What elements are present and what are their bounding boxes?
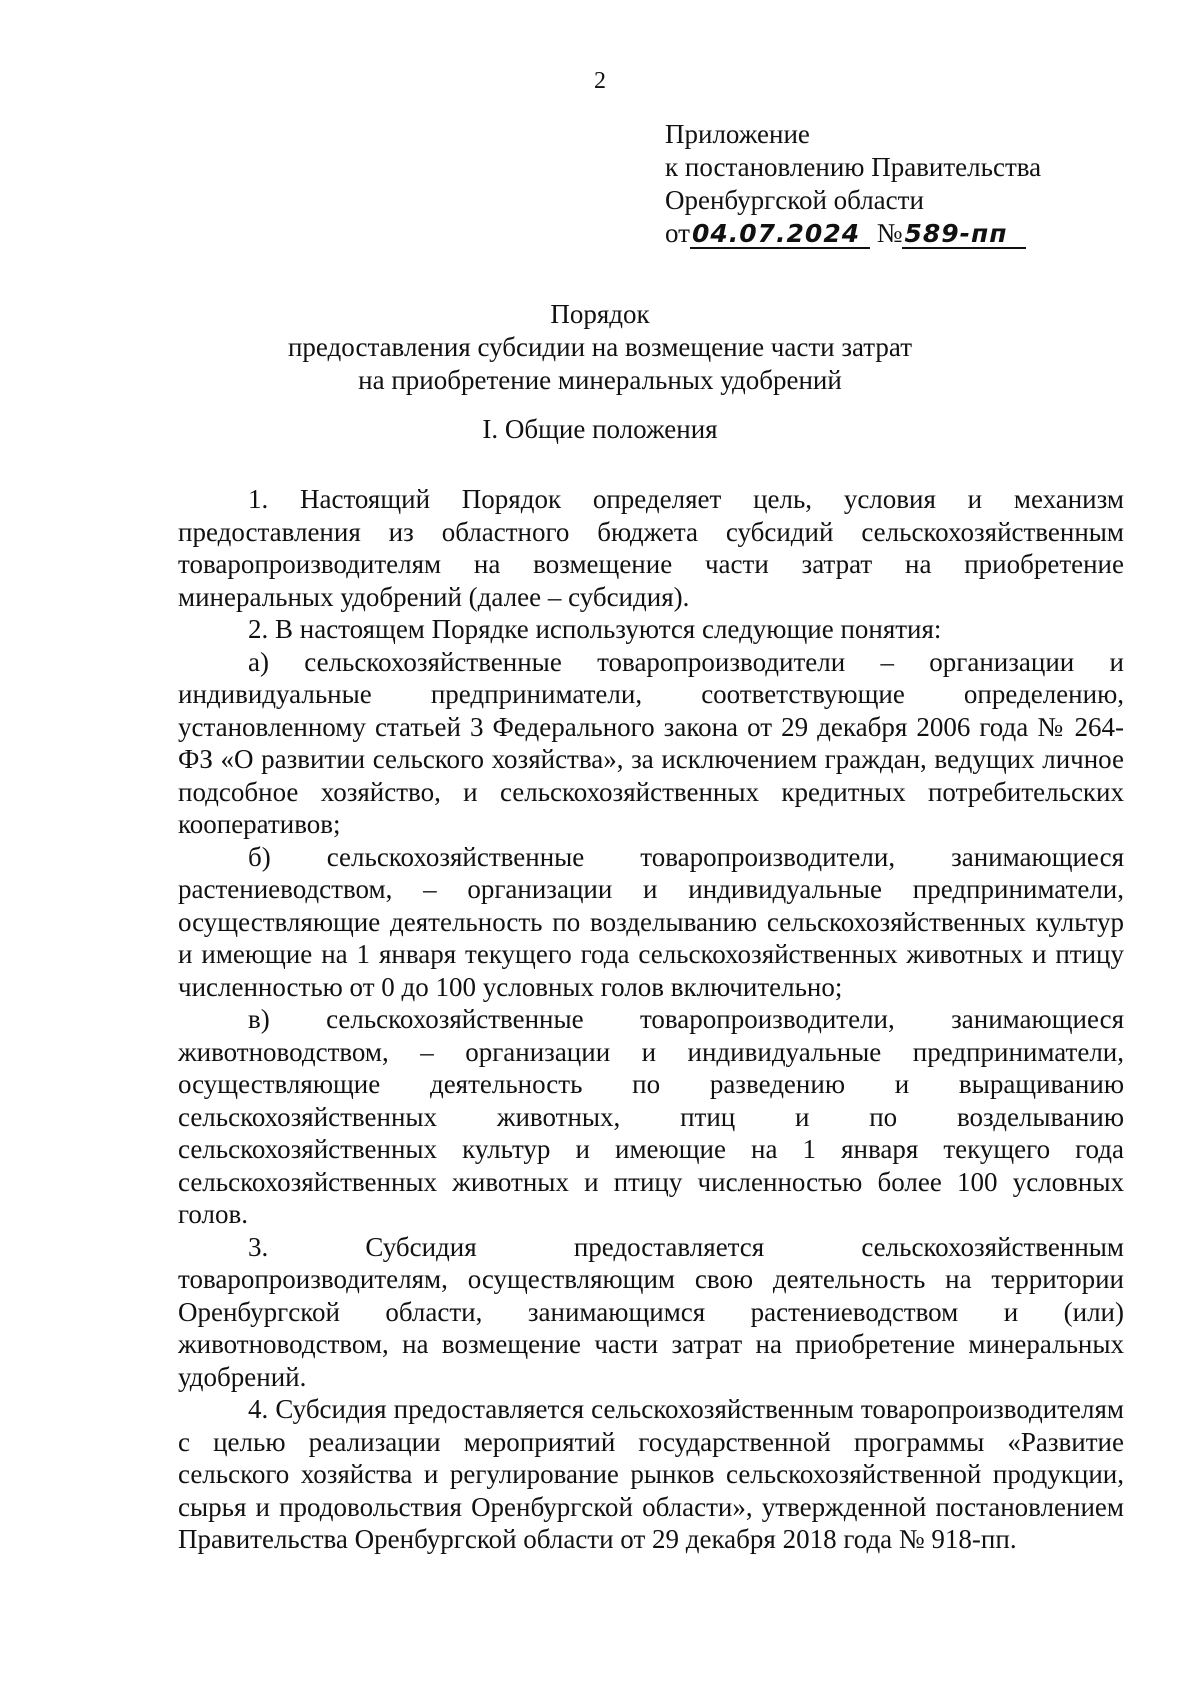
appendix-line-3: Оренбургской области (665, 185, 924, 215)
paragraph-2: 2. В настоящем Порядке используются следующие понятия: (248, 614, 942, 644)
appendix-block (665, 118, 1041, 250)
paragraph-1: 1. Настоящий Порядок определяет цель, условия и механизм предоставления из областного бюджета субсидий сельскохозяйственным товаропроизводителям на возмещение части затрат на приобретение минеральных удобрений (далее – субсидия). (178, 484, 1124, 612)
section-heading: I. Общие положения (482, 414, 718, 444)
title-line-1: Порядок (550, 299, 650, 329)
number-prefix: № (876, 218, 903, 248)
document-title (0, 298, 1200, 397)
date-prefix: от (665, 218, 690, 248)
document-body (178, 483, 1124, 1556)
appendix-date-line (665, 217, 1041, 250)
paragraph-2b: б) сельскохозяйственные товаропроизводители, занимающиеся растениеводством, – организации и индивидуальные предприниматели, осуществляющие деятельность по возделыванию сельскохозяйственных культур и имеющие на 1 января текущего года сельскохозяйственных животных и птицу численностью от 0 до 100 условных голов включительно; (178, 841, 1124, 1002)
paragraph-2a: а) сельскохозяйственные товаропроизводители – организации и индивидуальные предприниматели, соответствующие определению, установленному статьей 3 Федерального закона от 29 декабря 2006 года № 264-ФЗ «О развитии сельского хозяйства», за исключением граждан, ведущих личное подсобное хозяйство, и сельскохозяйственных кредитных потребительских кооперативов; (178, 646, 1124, 839)
paragraph-3: 3. Субсидия предоставляется сельскохозяйственным товаропроизводителям, осуществляющим свою деятельность на территории Оренбургской области, занимающимся растениеводством и (или) животноводством, на возмещение части затрат на приобретение минеральных удобрений. (178, 1231, 1124, 1392)
paragraph-4: 4. Субсидия предоставляется сельскохозяйственным товаропроизводителям с целью реализации мероприятий государственной программы «Развитие сельского хозяйства и регулирование рынков сельскохозяйственной продукции, сырья и продовольствия Оренбургской области», утвержденной постановлением Правительства Оренбургской области от 29 декабря 2018 года № 918-пп. (178, 1394, 1124, 1554)
appendix-line-2: к постановлению Правительства (665, 152, 1042, 182)
paragraph-2c: в) сельскохозяйственные товаропроизводители, занимающиеся животноводством, – организации и индивидуальные предприниматели, осуществляющие деятельность по разведению и выращиванию сельскохозяйственных животных, птиц и по возделыванию сельскохозяйственных культур и имеющие на 1 января текущего года сельскохозяйственных животных и птицу численностью более 100 условных голов. (178, 1004, 1124, 1229)
page-number: 2 (594, 68, 606, 94)
appendix-line-1: Приложение (665, 119, 810, 149)
title-line-2: предоставления субсидии на возмещение части затрат (287, 332, 913, 362)
handwritten-date: 04.07.2024 (690, 221, 870, 249)
handwritten-number: 589-пп (902, 221, 1026, 249)
title-line-3: на приобретение минеральных удобрений (358, 365, 842, 395)
